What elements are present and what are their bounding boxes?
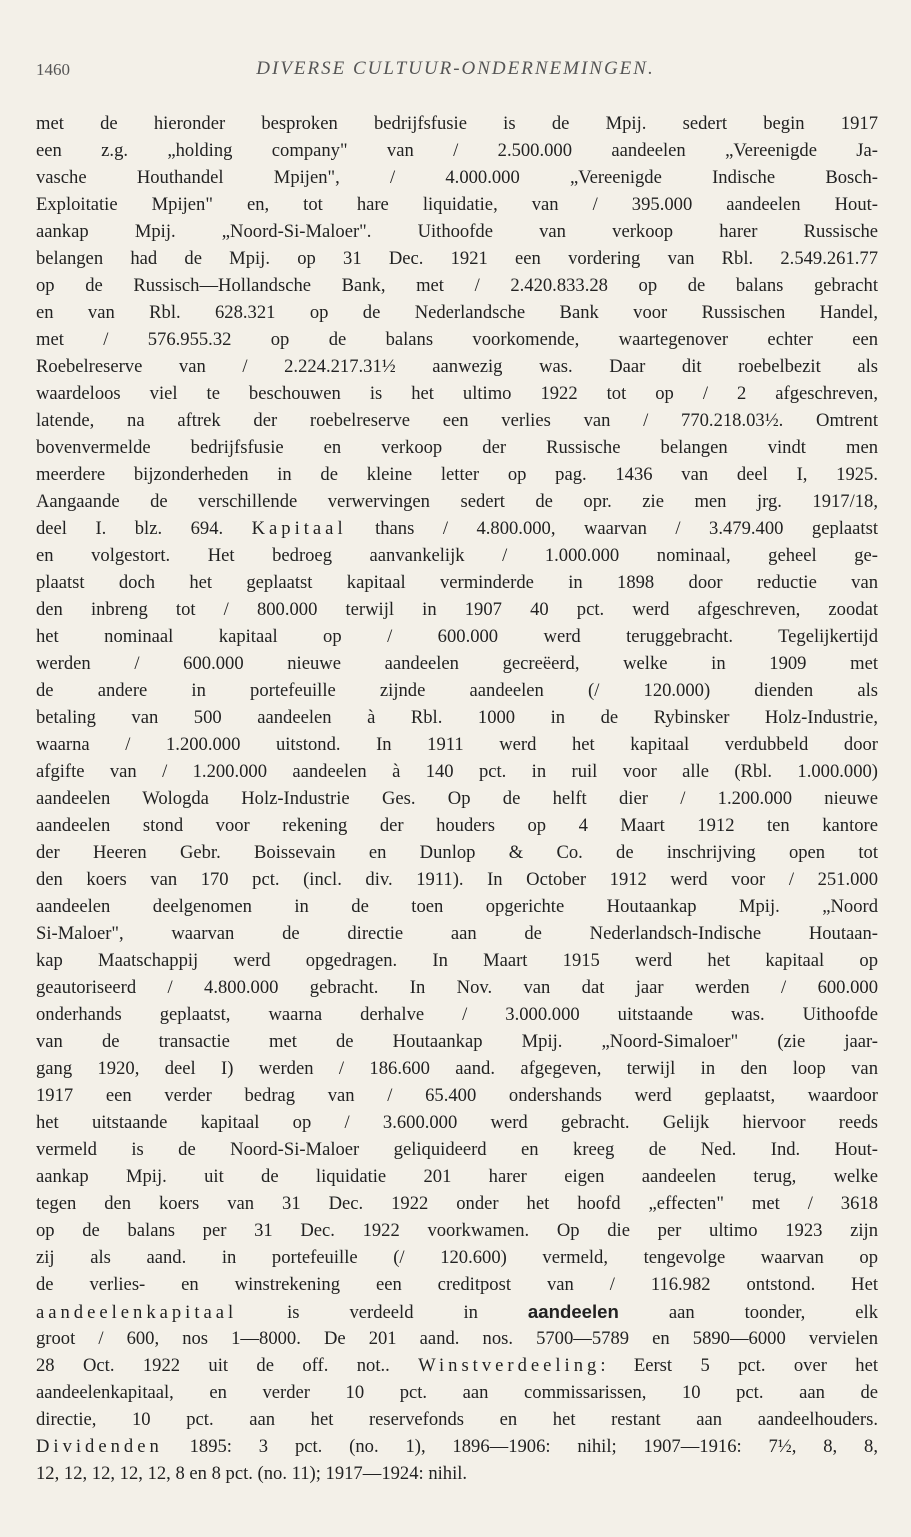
page-number: 1460 [36, 60, 70, 79]
text-line [36, 1136, 878, 1163]
text-line [36, 191, 878, 218]
text-line [36, 1082, 878, 1109]
text-run: den inbreng tot / 800.000 terwijl in 1907 40 pct. werd afgeschreven, zoodat [36, 599, 878, 620]
text-run: en van Rbl. 628.321 op de Nederlandsche Bank voor Russischen Handel, [36, 302, 878, 323]
text-run: Si-Maloer", waarvan de directie aan de Nederlandsch-Indische Houtaan- [36, 923, 878, 944]
text-run: geautoriseerd / 4.800.000 gebracht. In Nov. van dat jaar werden / 600.000 [36, 977, 878, 998]
text-run: de verlies- en winstrekening een creditpost van / 116.982 ontstond. Het [36, 1274, 878, 1295]
text-run: 28 Oct. 1922 uit de off. not.. [36, 1355, 419, 1376]
text-run: de andere in portefeuille zijnde aandeelen (/ 120.000) dienden als [36, 680, 878, 701]
text-run: der Heeren Gebr. Boissevain en Dunlop & Co. de inschrijving open tot [36, 842, 878, 863]
text-run: aandeelen deelgenomen in de toen opgerichte Houtaankap Mpij. „Noord [36, 896, 878, 917]
text-line [36, 434, 878, 461]
text-run: werden / 600.000 nieuwe aandeelen gecreëerd, welke in 1909 met [36, 653, 878, 674]
text-run: aandeelenkapitaal [36, 1302, 238, 1323]
text-run: met / 576.955.32 op de balans voorkomende, waartegenover echter een [36, 329, 878, 350]
text-run: aankap Mpij. uit de liquidatie 201 harer eigen aandeelen terug, welke [36, 1166, 878, 1187]
text-run: groot / 600, nos 1—8000. De 201 aand. nos. 5700—5789 en 5890—6000 vervielen [36, 1328, 878, 1349]
text-line [36, 596, 878, 623]
text-line [36, 380, 878, 407]
text-run: van de transactie met de Houtaankap Mpij. „Noord-Simaloer" (zie jaar- [36, 1031, 878, 1052]
running-title: DIVERSE CULTUUR-ONDERNEMINGEN. [256, 58, 655, 79]
text-run: directie, 10 pct. aan het reservefonds en het restant aan aandeelhouders. [36, 1409, 878, 1430]
text-run: aandeelen [527, 1301, 619, 1322]
text-run: is verdeeld in [237, 1302, 528, 1323]
text-run: 1917 een verder bedrag van / 65.400 ondershands werd geplaatst, waardoor [36, 1085, 878, 1106]
text-line [36, 785, 878, 812]
text-line [36, 1217, 878, 1244]
text-run: den koers van 170 pct. (incl. div. 1911). In October 1912 werd voor / 251.000 [36, 869, 878, 890]
text-run: tegen den koers van 31 Dec. 1922 onder het hoofd „effecten" met / 3618 [36, 1193, 878, 1214]
page-header [36, 58, 875, 88]
text-run: deel I. blz. 694. [36, 518, 252, 539]
text-line [36, 1244, 878, 1271]
text-line [36, 515, 878, 542]
text-line [36, 110, 878, 137]
text-run: 1895: 3 pct. (no. 1), 1896—1906: nihil; 1907—1916: 7½, 8, 8, [162, 1436, 878, 1457]
text-run: Winstverdeeling [418, 1355, 601, 1376]
text-line [36, 1352, 878, 1379]
text-run: het uitstaande kapitaal op / 3.600.000 werd gebracht. Gelijk hiervoor reeds [36, 1112, 878, 1133]
text-line [36, 272, 878, 299]
text-line [36, 488, 878, 515]
text-line [36, 704, 878, 731]
text-run: Kapitaal [251, 518, 347, 539]
text-line [36, 164, 878, 191]
text-line [36, 1001, 878, 1028]
text-run: afgifte van / 1.200.000 aandeelen à 140 pct. in ruil voor alle (Rbl. 1.000.000) [36, 761, 878, 782]
text-line [36, 947, 878, 974]
text-line [36, 1460, 878, 1487]
text-line [36, 677, 878, 704]
text-run: waardeloos viel te beschouwen is het ultimo 1922 tot op / 2 afgeschreven, [36, 383, 878, 404]
text-run: betaling van 500 aandeelen à Rbl. 1000 in de Rybinsker Holz-Industrie, [36, 707, 878, 728]
text-run: kap Maatschappij werd opgedragen. In Maart 1915 werd het kapitaal op [36, 950, 878, 971]
text-line [36, 812, 878, 839]
text-line [36, 1325, 878, 1352]
text-run: een z.g. „holding company" van / 2.500.000 aandeelen „Vereenigde Ja- [36, 140, 878, 161]
text-line [36, 299, 878, 326]
text-run: : Eerst 5 pct. over het [600, 1355, 878, 1376]
text-run: bovenvermelde bedrijfsfusie en verkoop der Russische belangen vindt men [36, 437, 878, 458]
text-run: waarna / 1.200.000 uitstond. In 1911 werd het kapitaal verdubbeld door [36, 734, 878, 755]
text-line [36, 1055, 878, 1082]
text-line [36, 1190, 878, 1217]
text-line [36, 1433, 878, 1460]
text-run: aandeelen stond voor rekening der houders op 4 Maart 1912 ten kantore [36, 815, 878, 836]
text-run: vermeld is de Noord-Si-Maloer geliquideerd en kreeg de Ned. Ind. Hout- [36, 1139, 878, 1160]
text-line [36, 1028, 878, 1055]
text-run: en volgestort. Het bedroeg aanvankelijk / 1.000.000 nominaal, geheel ge- [36, 545, 878, 566]
text-run: Aangaande de verschillende verwervingen sedert de opr. zie men jrg. 1917/18, [36, 491, 878, 512]
text-run: aandeelen Wologda Holz-Industrie Ges. Op de helft dier / 1.200.000 nieuwe [36, 788, 878, 809]
text-run: aan toonder, elk [618, 1302, 878, 1323]
text-line [36, 461, 878, 488]
text-run: vasche Houthandel Mpijen", / 4.000.000 „Vereenigde Indische Bosch- [36, 167, 878, 188]
body-text [36, 110, 878, 1487]
text-line [36, 1109, 878, 1136]
text-run: onderhands geplaatst, waarna derhalve / 3.000.000 uitstaande was. Uithoofde [36, 1004, 878, 1025]
text-line [36, 1379, 878, 1406]
text-run: latende, na aftrek der roebelreserve een verlies van / 770.218.03½. Omtrent [36, 410, 878, 431]
text-run: plaatst doch het geplaatst kapitaal verminderde in 1898 door reductie van [36, 572, 878, 593]
text-run: thans / 4.800.000, waarvan / 3.479.400 geplaatst [346, 518, 878, 539]
text-run: Dividenden [36, 1436, 163, 1457]
text-line [36, 758, 878, 785]
text-line [36, 893, 878, 920]
text-line [36, 1271, 878, 1298]
text-line [36, 1163, 878, 1190]
text-line [36, 569, 878, 596]
text-run: meerdere bijzonderheden in de kleine letter op pag. 1436 van deel I, 1925. [36, 464, 878, 485]
text-run: Exploitatie Mpijen" en, tot hare liquidatie, van / 395.000 aandeelen Hout- [36, 194, 878, 215]
text-line [36, 245, 878, 272]
text-run: zij als aand. in portefeuille (/ 120.600) vermeld, tengevolge waarvan op [36, 1247, 878, 1268]
text-line [36, 542, 878, 569]
text-line [36, 650, 878, 677]
text-line [36, 1298, 878, 1325]
text-run: belangen had de Mpij. op 31 Dec. 1921 een vordering van Rbl. 2.549.261.77 [36, 248, 878, 269]
text-line [36, 731, 878, 758]
text-line [36, 353, 878, 380]
text-run: op de balans per 31 Dec. 1922 voorkwamen. Op die per ultimo 1923 zijn [36, 1220, 878, 1241]
text-line [36, 623, 878, 650]
text-line [36, 1406, 878, 1433]
text-run: gang 1920, deel I) werden / 186.600 aand. afgegeven, terwijl in den loop van [36, 1058, 878, 1079]
text-line [36, 920, 878, 947]
text-run: op de Russisch—Hollandsche Bank, met / 2.420.833.28 op de balans gebracht [36, 275, 878, 296]
text-line [36, 137, 878, 164]
text-run: met de hieronder besproken bedrijfsfusie is de Mpij. sedert begin 1917 [36, 113, 878, 134]
text-run: Roebelreserve van / 2.224.217.31½ aanwezig was. Daar dit roebelbezit als [36, 356, 878, 377]
text-run: 12, 12, 12, 12, 12, 8 en 8 pct. (no. 11); 1917—1924: nihil. [36, 1463, 468, 1484]
text-line [36, 866, 878, 893]
text-line [36, 407, 878, 434]
text-line [36, 218, 878, 245]
text-line [36, 974, 878, 1001]
text-run: het nominaal kapitaal op / 600.000 werd teruggebracht. Tegelijkertijd [36, 626, 878, 647]
text-line [36, 839, 878, 866]
text-run: aandeelenkapitaal, en verder 10 pct. aan commissarissen, 10 pct. aan de [36, 1382, 878, 1403]
text-run: aankap Mpij. „Noord-Si-Maloer". Uithoofde van verkoop harer Russische [36, 221, 878, 242]
text-line [36, 326, 878, 353]
